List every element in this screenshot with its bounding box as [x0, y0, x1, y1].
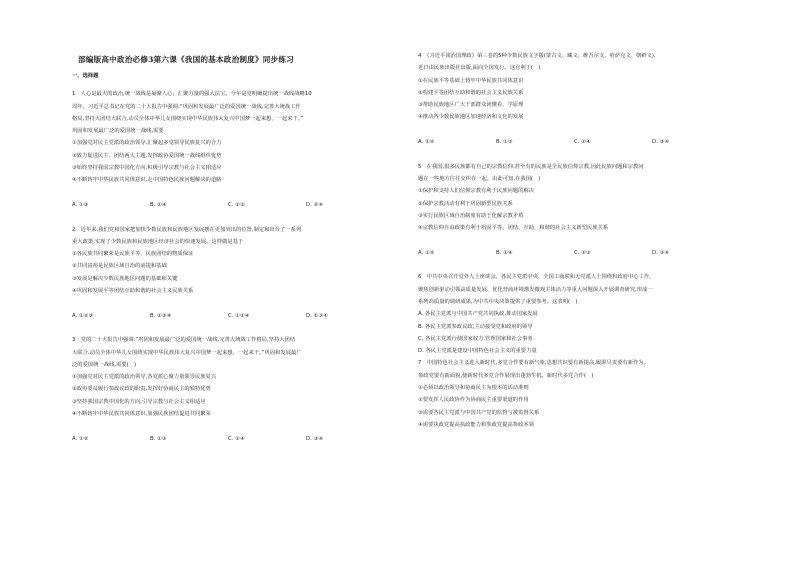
question-item: ③坚持我国宗教中国化的方向,引导宗教与社会主义相适应 [72, 398, 206, 405]
question-item: ①在民族平等基础上铸牢中华民族共同体意识 [418, 77, 524, 84]
answer-option[interactable]: C. ①②④ [228, 312, 250, 319]
question-stem-line: 1 人心是最大的政治,统一战线是凝聚人心、汇聚力量的强大法宝。今年是党明确提出统一战线战略10 [72, 91, 312, 98]
question-item: ②要发挥人民政协作为协商民主重要渠道的作用 [418, 397, 529, 404]
question-stem-line: 7 中国特色社会主义进入新时代,多党合作要有新气象,思想共识要有新提高,履职尽责要有新作为。 [418, 360, 649, 367]
answer-options [418, 136, 754, 148]
answer-option[interactable]: B. ①④ [496, 249, 513, 256]
question-item: ③帮助民族地区广大干部群众读懂看、学原理 [418, 102, 524, 109]
question-item: ②共同富裕是民族区域自治的前提和基础 [72, 263, 167, 270]
answer-option[interactable]: D. ③④ [652, 249, 669, 256]
question-item: ②构建平等团结互助和谐的社会主义民族关系 [418, 89, 524, 96]
question-item: A. 各民主党派与中国共产党共同执政,推动国家发展 [418, 311, 538, 318]
question-item: D. 各民主党派是建设中国特色社会主义的重要力量 [418, 348, 537, 355]
question-stem-line: 聚焦创新驱动引领高质量发展、优化营商环境激发微观主体活力等重大问题深入开展调查研究,形成一 [418, 286, 653, 293]
question-stem-line: 题在一些地方往往交织在一起。由此可知,在我国( ) [418, 175, 541, 182]
question-item: ③实行民族区域自治制度有助于化解宗教矛盾 [418, 212, 524, 219]
question-stem-line: 4 《习近平谈治国理政》第三卷的5种少数民族文字版(蒙古文、藏文、维吾尔文、哈萨克文、朝鲜文), [418, 53, 656, 59]
question-stem-line: 泛的爱国统一战线,需要( ) [72, 361, 137, 368]
answer-option[interactable]: D. ③④ [652, 139, 669, 146]
section-heading: 一、选择题 [72, 73, 99, 79]
answer-option[interactable]: A. ①③ [72, 201, 89, 208]
question-item: ③始终坚持我国宗教中国化方向,积极引导宗教与社会主义相适应 [72, 165, 222, 172]
question-item: ①加强党对民主党派的政治领导,各党派心聚力量领导民族复兴 [72, 374, 217, 381]
question-item: ④宗教信仰自由政策有利于巩固平等、团结、互助、和谐的社会主义新型民族关系 [418, 225, 609, 232]
answer-options [418, 247, 754, 259]
question-stem-line: 5 在我国,很多民族都有自己的宗教信仰,甚至有的民族是全民族信仰宗教,因此民族问题和宗教问 [418, 163, 644, 170]
answer-option[interactable]: D. ①③④ [306, 312, 328, 319]
answer-option[interactable]: B. ①③ [150, 435, 167, 442]
question-stem-line: 2 近年来,我们党和国家把加快少数民族和民族地区发展摆在更加突出的位置,制定和出台了一系列 [72, 226, 302, 233]
answer-option[interactable]: B. ②③④ [150, 312, 172, 319]
question-item: ④不断铸牢中华民族共同体意识,走中国特色民族问题解决的道路 [72, 177, 222, 184]
question-item: ④推动各少数民族地区加速经济和文化的发展 [418, 114, 524, 121]
question-item: C. 各民主党派行使国家权力,管理国家和社会事务 [418, 335, 533, 342]
question-stem-line: 系列高质量的调研成果,为中共中央决策提供了重要参考。这表明( ) [418, 298, 578, 305]
question-stem-line: 周年。习近平总书记在党的二十大报告中强调:“巩固和发展最广泛的爱国统一战线,完善大统战工作 [72, 103, 301, 110]
question-item: ④需要执政党提高执政能力和参政党提高参政本领 [418, 421, 534, 428]
question-item: ③需要各民主党派与中国共产党的监督与被监督关系 [418, 409, 540, 416]
right-questions [418, 50, 754, 431]
question-item: ②致力促进民主、团结两大主题,发挥政协爱国统一战线组织优势 [72, 152, 222, 159]
question-stem-line: 大联合,动员全体中华儿女围绕实现中华民族伟大复兴中国梦一起来想、一起来干。”巩固和发展最广 [72, 349, 302, 356]
question-item: ①加强党对民主党派的政治领导,汇聚起多党领导民族复兴的合力 [72, 140, 222, 147]
answer-option[interactable]: A. ①②③ [72, 312, 94, 319]
question-stem-line: 3 党的二十大报告中强调:“巩固和发展最广泛的爱国统一战线,完善大统战工作格局,坚持大团结 [72, 337, 296, 344]
answer-option[interactable]: C. ②③ [574, 249, 591, 256]
answer-options [72, 199, 402, 211]
question-stem-line: 重大政策,实现了少数民族和民族地区经济社会的快速发展。这样做是基于 [72, 238, 244, 245]
answer-option[interactable]: C. ②④ [574, 139, 591, 146]
left-questions [72, 88, 402, 445]
answer-option[interactable]: D. ③④ [306, 435, 323, 442]
answer-option[interactable]: B. ①③ [496, 139, 513, 146]
question-stem-line: 参政党要有新面貌,使新时代多党合作展现出蓬勃生机。新时代多党合作( ) [418, 372, 594, 379]
answer-options [72, 310, 402, 322]
question-stem-line: 6 中共中央召开党外人士座谈会。各民主党派中央、全国工商联和无党派人士围绕和政府中心工作, [418, 274, 651, 281]
question-item: ②保护宗教活动有利于巩固新型民族关系 [418, 200, 513, 207]
answer-option[interactable]: C. ②④ [228, 435, 245, 442]
question-item: ④不断铸牢中华民族共同体意识,加强民族团结促进共同繁荣 [72, 411, 211, 418]
answer-option[interactable]: D. ②④ [306, 201, 323, 208]
answer-option[interactable]: B. ①④ [150, 201, 167, 208]
question-stem-line: 近日由民族出版社出版,面向全国发行。这有利于( ) [418, 65, 541, 72]
page-title: 部编版高中政治必修3第六课《我国的基本政治制度》同步练习 [78, 55, 294, 64]
question-item: ③发展是解决少数民族地区问题的基础和关键 [72, 275, 178, 282]
question-item: ②政协委员履行参政议政的职责,发挥好协商民主的独特优势 [72, 386, 211, 393]
question-stem-line: 巩固和发展最广泛的爱国统一战线,需要 [72, 128, 164, 135]
left-column [72, 70, 402, 445]
question-item: ④巩固和发展平等团结互助和谐的社会主义民族关系 [72, 288, 194, 295]
answer-options [72, 433, 402, 445]
right-column [418, 50, 754, 431]
question-item: B. 各民主党派参政议政,主动接受党和政府的领导 [418, 323, 533, 330]
question-item: ①必须以政治领导和协商民主为根本的活动准则 [418, 385, 529, 392]
answer-option[interactable]: A. ①② [418, 249, 435, 256]
question-item: ①保护和支持人们信仰宗教有利于民族问题的解决 [418, 188, 534, 195]
question-stem-line: 格局,坚持大团结大联合,动员全体中华儿女围绕实现中华民族伟大复兴中国梦一起来想、一起来干。” [72, 115, 304, 122]
answer-option[interactable]: C. ②③ [228, 201, 245, 208]
answer-option[interactable]: A. ①② [72, 435, 89, 442]
answer-option[interactable]: A. ①② [418, 139, 435, 146]
question-item: ①各民族共同繁荣是民族平等、民族团结的物质保证 [72, 251, 194, 258]
